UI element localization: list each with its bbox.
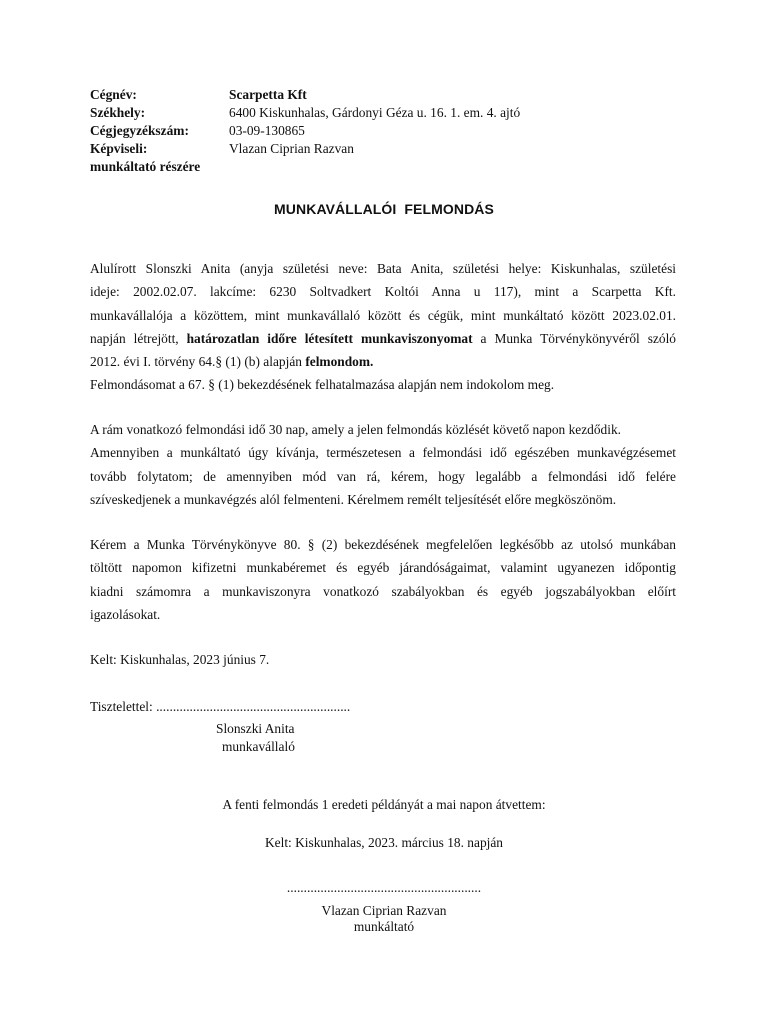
para1-bold-text: felmondom. (305, 354, 374, 370)
para2-line: A rám vonatkozó felmondási idő 30 nap, amely a jelen felmondás közlését követő napon kezdődik. (90, 422, 622, 437)
para1-text: a Munka Törvénykönyvéről szóló (472, 330, 676, 346)
seat-label: Székhely: (90, 105, 146, 120)
para2-line: szíveskedjenek a munkavégzés alól felmenteni. Kérelmem remélt teljesítését előre megköszönöm. (90, 491, 617, 507)
para3-line: töltött napomon kifizetni munkabéremet és egyéb járandóságaimat, valamint ugyanezen időpontig (90, 560, 676, 576)
paragraph-termination (90, 257, 676, 397)
employer-signature-dots: .......................................................... (286, 880, 482, 895)
document-title: MUNKAVÁLLALÓI FELMONDÁS (274, 201, 494, 217)
paragraph-payment-request (90, 533, 676, 626)
para1-line: munkavállalója a közöttem, mint munkavállaló között és cégük, mint munkáltató között 2023.02.01. (90, 307, 676, 323)
employer-name: Vlazan Ciprian Razvan (321, 903, 447, 918)
para1-text: 2012. évi I. törvény 64.§ (1) (b) alapján (90, 354, 306, 370)
employee-role: munkavállaló (222, 739, 295, 754)
seat-value: 6400 Kiskunhalas, Gárdonyi Géza u. 16. 1. em. 4. ajtó (229, 105, 521, 120)
para1-line: Alulírott Slonszki Anita (anyja születési neve: Bata Anita, születési helye: Kiskunhalas, születési (90, 261, 676, 276)
receipt-statement: A fenti felmondás 1 eredeti példányát a mai napon átvettem: (222, 797, 546, 812)
para2-line: tovább folytatom; de amennyiben mód van rá, kérem, hogy legalább a felmondási idő felére (90, 468, 676, 484)
para1-line: ideje: 2002.02.07. lakcíme: 6230 Soltvadkert Koltói Anna u 117), mint a Scarpetta Kft. (90, 284, 676, 300)
para1-bold-text: határozatlan időre létesített munkaviszonyomat (186, 330, 473, 346)
para3-line: kiadni számomra a munkaviszonyra vonatkozó szabályokban és egyéb jogszabályokban előírt (90, 583, 676, 599)
employee-name: Slonszki Anita (216, 721, 295, 736)
para1-line: Felmondásomat a 67. § (1) bekezdésének felhatalmazása alapján nem indokolom meg. (90, 377, 555, 393)
representative-label: Képviseli: (90, 141, 148, 156)
paragraph-notice-period (90, 418, 676, 511)
header-row-registry (90, 122, 520, 140)
employer-header (90, 86, 520, 176)
para2-line: Amennyiben a munkáltató úgy kívánja, természetesen a felmondási idő egészében munkavégzésemet (90, 445, 676, 461)
para1-line (90, 350, 676, 373)
employer-role: munkáltató (353, 919, 415, 934)
registry-number-value: 03-09-130865 (229, 123, 305, 138)
date-line: Kelt: Kiskunhalas, 2023 június 7. (90, 652, 270, 667)
receipt-date: Kelt: Kiskunhalas, 2023. március 18. napján (264, 835, 503, 850)
para3-line: Kérem a Munka Törvénykönyve 80. § (2) bekezdésének megfelelően legkésőbb az utolsó munkában (90, 537, 676, 552)
recipient-line: munkáltató részére (90, 159, 201, 174)
header-row-seat (90, 104, 520, 122)
para1-text: napján létrejött, (90, 330, 187, 346)
representative-value: Vlazan Ciprian Razvan (229, 141, 354, 156)
signature-line: Tisztelettel: .......................................................... (90, 699, 351, 714)
registry-number-label: Cégjegyzékszám: (90, 123, 189, 138)
para1-line (90, 327, 676, 350)
company-name-value: Scarpetta Kft (229, 87, 307, 102)
header-row-company (90, 86, 520, 104)
company-name-label: Cégnév: (90, 87, 137, 102)
para3-line: igazolásokat. (90, 606, 161, 622)
header-row-representative (90, 140, 520, 158)
